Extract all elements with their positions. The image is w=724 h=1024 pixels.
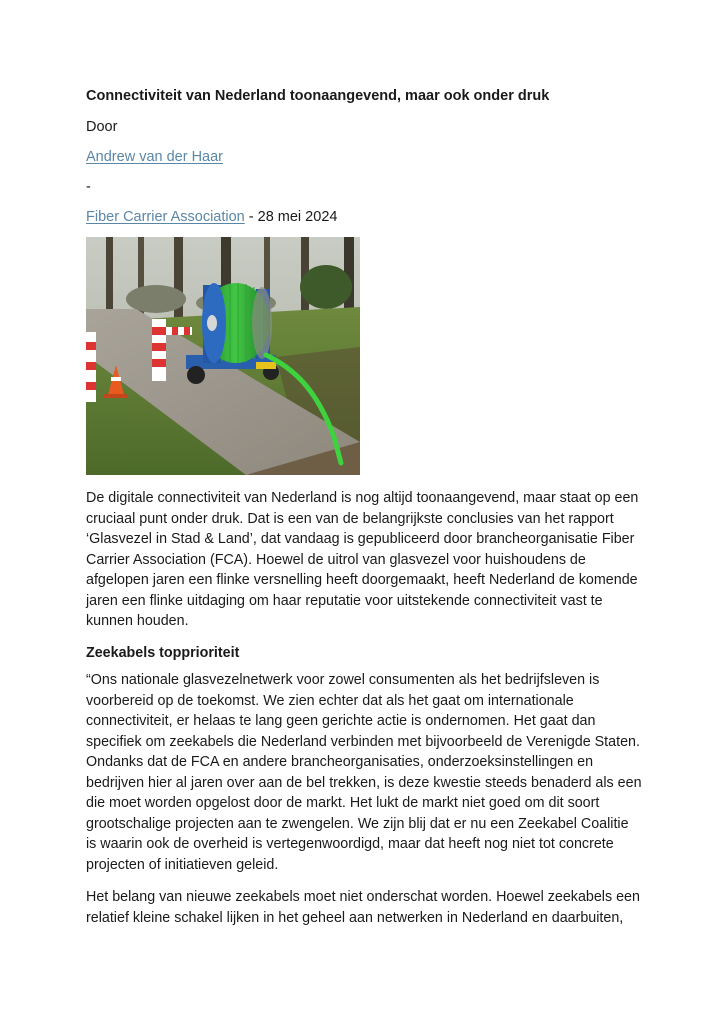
article-photo: [86, 237, 360, 475]
byline-prefix: Door: [86, 119, 118, 135]
organization-line: [86, 207, 642, 227]
paragraph-quote: “Ons nationale glasvezelnetwerk voor zowel consumenten als het bedrijfsleven is voorbereid op de toekomst. We zien echter dat als het gaat om internationale connectiviteit, er helaas te lang geen gerichte actie is ondernomen. Het gaat dan specifiek om zeekabels die Nederland verbinden met bijvoorbeeld de Verenigde Staten. Ondanks dat de FCA en andere brancheorganisaties, onderzoeksinstellingen en bedrijven hier al jaren over aan de bel trekken, is deze kwestie steeds benaderd als een die moet worden opgelost door de markt. Het lukt de markt niet goed om dit soort grootschalige projecten aan te zwengelen. We zijn blij dat er nu een Zeekabel Coalitie is waarin ook de overheid is vertegenwoordigd, maar dat heeft nog niet tot concrete projecten of initiatieven geleid.: [86, 672, 642, 873]
author-link[interactable]: Andrew van der Haar: [86, 149, 224, 165]
paragraph-importance: Het belang van nieuwe zeekabels moet niet onderschat worden. Hoewel zeekabels een relatief kleine schakel lijken in het geheel aan netwerken in Nederland en daarbuiten,: [86, 889, 640, 926]
section-heading: Zeekabels topprioriteit: [86, 645, 240, 661]
paragraph-intro: De digitale connectiviteit van Nederland is nog altijd toonaangevend, maar staat op een cruciaal punt onder druk. Dat is een van de belangrijkste conclusies van het rapport ‘Glasvezel in Stad & Land’, dat vandaag is gepubliceerd door brancheorganisatie Fiber Carrier Association (FCA). Hoewel de uitrol van glasvezel voor huishoudens de afgelopen jaren een flinke versnelling heeft doorgemaakt, heeft Nederland de komende jaren een flinke uitdaging om haar reputatie voor uitstekende connectiviteit vast te kunnen houden.: [86, 490, 639, 629]
article-title: Connectiviteit van Nederland toonaangevend, maar ook onder druk: [86, 88, 550, 104]
separator: -: [86, 179, 91, 195]
publish-date: - 28 mei 2024: [244, 209, 338, 225]
cable-reel-photo-image: [86, 237, 360, 475]
organization-link[interactable]: Fiber Carrier Association: [86, 209, 245, 225]
author-line: [86, 147, 642, 167]
